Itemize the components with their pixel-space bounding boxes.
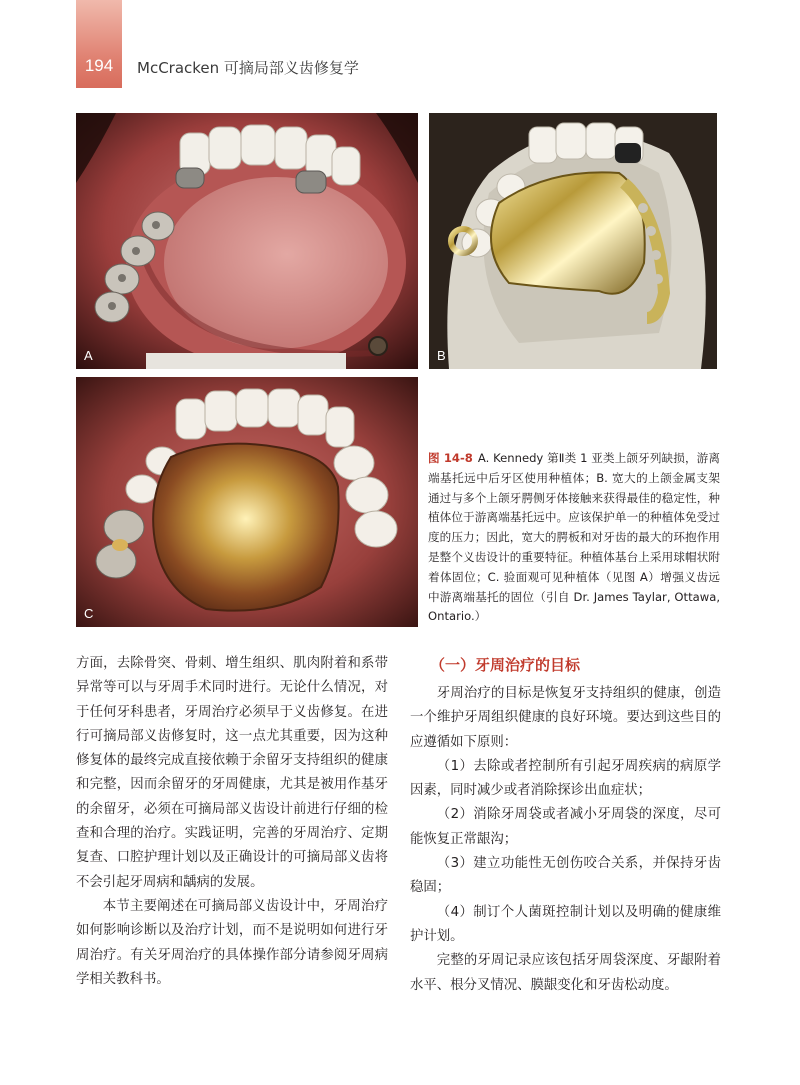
- right-column: [410, 682, 721, 998]
- figure-photo-a: [76, 113, 418, 369]
- photo-a-illustration: [76, 113, 418, 369]
- paragraph: 方面，去除骨突、骨刺、增生组织、肌肉附着和系带异常等可以与牙周手术同时进行。无论什么情况，对于任何牙科患者，牙周治疗必须早于义齿修复。在进行可摘局部义齿修复时，这一点尤其重要，因为这种修复体的最终完成直接依赖于余留牙支持组织的健康和完整，因而余留牙的牙周健康，尤其是被用作基牙的余留牙，必须在可摘局部义齿设计前进行仔细的检查和合理的治疗。实践证明，完善的牙周治疗、定期复查、口腔护理计划以及正确设计的可摘局部义齿将不会引起牙周病和龋病的发展。: [76, 656, 388, 890]
- list-item: （4）制订个人菌斑控制计划以及明确的健康维护计划。: [410, 904, 721, 944]
- panel-label-c: C: [84, 606, 94, 621]
- page-number: 194: [84, 56, 114, 75]
- panel-label-b: B: [437, 348, 446, 363]
- figure-caption-text: A. Kennedy 第Ⅱ类 1 亚类上颌牙列缺损，游离端基托远中后牙区使用种植体；B. 宽大的上颌金属支架通过与多个上颌牙腭侧牙体接触来获得最佳的稳定性，种植体位于游离端基托远中。应该保护单一的种植体免受过度的压力；因此，宽大的腭板和对牙齿的最大的环抱作用是整个义齿设计的重要特征。种植体基台上采用球帽状附着体固位；C. 验面观可见种植体（见图 A）增强义齿远中游离端基托的固位（引自 Dr. James Taylar, Ottawa, Ontario.）: [428, 451, 720, 624]
- figure-label: 图 14-8: [428, 451, 473, 465]
- section-heading: （一）牙周治疗的目标: [430, 656, 581, 674]
- figure-photo-c: [76, 377, 418, 627]
- paragraph: 完整的牙周记录应该包括牙周袋深度、牙龈附着水平、根分叉情况、膜龈变化和牙齿松动度。: [410, 953, 721, 993]
- list-item: （3）建立功能性无创伤咬合关系，并保持牙齿稳固；: [410, 856, 721, 896]
- panel-label-a: A: [84, 348, 93, 363]
- photo-c-illustration: [76, 377, 418, 627]
- list-item: （2）消除牙周袋或者减小牙周袋的深度，尽可能恢复正常龈沟；: [410, 807, 721, 847]
- photo-b-illustration: [429, 113, 717, 369]
- paragraph: 牙周治疗的目标是恢复牙支持组织的健康，创造一个维护牙周组织健康的良好环境。要达到这些目的应遵循如下原则：: [410, 686, 721, 750]
- paragraph: 本节主要阐述在可摘局部义齿设计中，牙周治疗如何影响诊断以及治疗计划，而不是说明如何进行牙周治疗。有关牙周治疗的具体操作部分请参阅牙周病学相关教科书。: [76, 898, 388, 987]
- figure-photo-b: [429, 113, 717, 369]
- running-title: McCracken 可摘局部义齿修复学: [137, 59, 359, 77]
- figure-caption: [428, 449, 720, 627]
- left-column: [76, 652, 388, 992]
- list-item: （1）去除或者控制所有引起牙周疾病的病原学因素，同时减少或者消除探诊出血症状；: [410, 758, 721, 799]
